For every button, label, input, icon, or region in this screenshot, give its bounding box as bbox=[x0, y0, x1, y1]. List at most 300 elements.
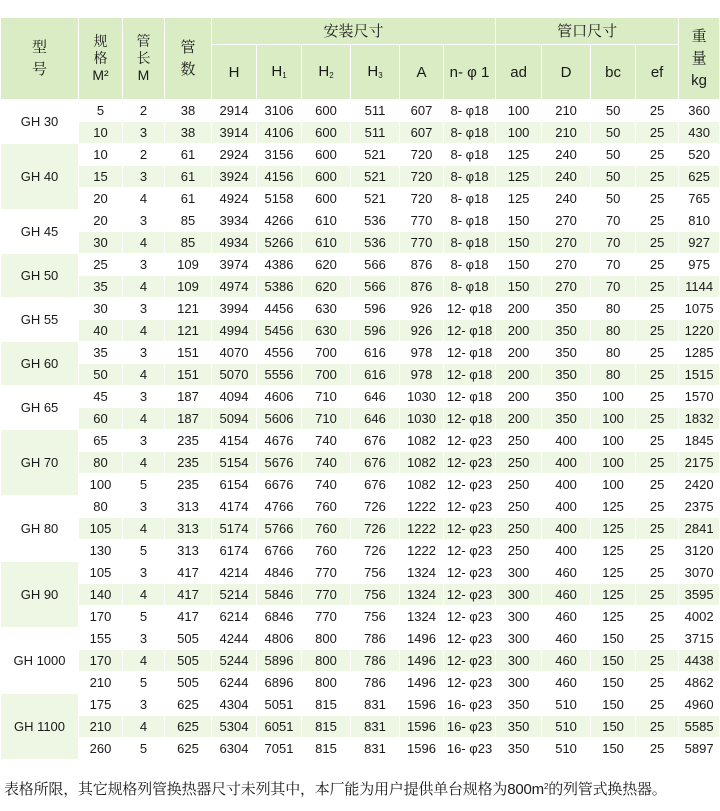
header-tube-length-line2: 长 bbox=[136, 50, 151, 66]
header-tube-length-unit: M bbox=[137, 67, 150, 83]
table-cell: 5266 bbox=[257, 232, 302, 254]
header-tube-length-line1: 管 bbox=[136, 33, 151, 49]
table-cell: 360 bbox=[679, 100, 720, 122]
table-cell: 4960 bbox=[679, 694, 720, 716]
table-cell: 50 bbox=[591, 122, 636, 144]
table-cell: 831 bbox=[351, 694, 400, 716]
table-cell: 876 bbox=[400, 254, 444, 276]
table-cell: 3 bbox=[123, 430, 165, 452]
table-cell: 151 bbox=[165, 342, 212, 364]
table-cell: 5896 bbox=[257, 650, 302, 672]
table-cell: 800 bbox=[302, 650, 351, 672]
header-weight-unit: kg bbox=[691, 71, 708, 89]
subheader-col-2: $H_2$ bbox=[302, 45, 351, 100]
table-cell: 350 bbox=[542, 386, 591, 408]
table-cell: 240 bbox=[542, 188, 591, 210]
table-cell: 250 bbox=[496, 518, 542, 540]
table-cell: 815 bbox=[302, 716, 351, 738]
table-row bbox=[1, 210, 720, 232]
header-spec-line2: 格 bbox=[93, 50, 108, 66]
table-cell: 726 bbox=[351, 540, 400, 562]
table-cell: 810 bbox=[679, 210, 720, 232]
table-row bbox=[1, 496, 720, 518]
table-cell: 520 bbox=[679, 144, 720, 166]
table-cell: 1030 bbox=[400, 408, 444, 430]
table-cell: 150 bbox=[591, 650, 636, 672]
table-cell: 8- φ18 bbox=[444, 166, 496, 188]
table-cell: 25 bbox=[636, 210, 679, 232]
table-cell: 4556 bbox=[257, 342, 302, 364]
table-cell: 150 bbox=[496, 276, 542, 298]
table-cell: 3106 bbox=[257, 100, 302, 122]
table-cell: 760 bbox=[302, 518, 351, 540]
table-cell: 6174 bbox=[212, 540, 257, 562]
table-row bbox=[1, 254, 720, 276]
table-cell: 511 bbox=[351, 100, 400, 122]
table-row bbox=[1, 144, 720, 166]
header-tube-count-line2: 数 bbox=[180, 60, 196, 78]
table-cell: 25 bbox=[636, 122, 679, 144]
table-row bbox=[1, 320, 720, 342]
header-tube-count bbox=[165, 18, 212, 100]
table-cell: 505 bbox=[165, 628, 212, 650]
table-cell: 6051 bbox=[257, 716, 302, 738]
table-cell: 510 bbox=[542, 716, 591, 738]
table-cell: 815 bbox=[302, 694, 351, 716]
table-cell: 300 bbox=[496, 672, 542, 694]
table-cell: 927 bbox=[679, 232, 720, 254]
table-cell: 25 bbox=[636, 496, 679, 518]
table-cell: 80 bbox=[591, 320, 636, 342]
table-cell: 85 bbox=[165, 232, 212, 254]
header-model-line2: 号 bbox=[31, 60, 47, 78]
header-model bbox=[1, 18, 79, 100]
table-cell: 12- φ18 bbox=[444, 386, 496, 408]
table-cell: 786 bbox=[351, 650, 400, 672]
table-cell: 3934 bbox=[212, 210, 257, 232]
table-cell: 12- φ23 bbox=[444, 430, 496, 452]
model-cell: GH 90 bbox=[1, 562, 79, 628]
table-cell: 596 bbox=[351, 320, 400, 342]
table-cell: 430 bbox=[679, 122, 720, 144]
table-row bbox=[1, 716, 720, 738]
table-cell: 6846 bbox=[257, 606, 302, 628]
model-cell: GH 70 bbox=[1, 430, 79, 496]
table-cell: 2924 bbox=[212, 144, 257, 166]
table-cell: 4 bbox=[123, 716, 165, 738]
table-cell: 510 bbox=[542, 738, 591, 760]
table-cell: 175 bbox=[79, 694, 123, 716]
table-cell: 740 bbox=[302, 430, 351, 452]
table-cell: 4 bbox=[123, 408, 165, 430]
table-cell: 70 bbox=[591, 210, 636, 232]
table-cell: 1075 bbox=[679, 298, 720, 320]
table-cell: 61 bbox=[165, 166, 212, 188]
table-cell: 187 bbox=[165, 386, 212, 408]
table-cell: 150 bbox=[591, 628, 636, 650]
table-cell: 765 bbox=[679, 188, 720, 210]
table-cell: 200 bbox=[496, 386, 542, 408]
table-cell: 4934 bbox=[212, 232, 257, 254]
table-cell: 121 bbox=[165, 298, 212, 320]
table-cell: 4156 bbox=[257, 166, 302, 188]
table-cell: 8- φ18 bbox=[444, 210, 496, 232]
table-cell: 16- φ23 bbox=[444, 716, 496, 738]
table-cell: 150 bbox=[591, 694, 636, 716]
table-cell: 12- φ18 bbox=[444, 342, 496, 364]
table-cell: 625 bbox=[165, 716, 212, 738]
table-cell: 235 bbox=[165, 452, 212, 474]
table-cell: 536 bbox=[351, 232, 400, 254]
table-cell: 630 bbox=[302, 298, 351, 320]
table-cell: 270 bbox=[542, 210, 591, 232]
table-row bbox=[1, 738, 720, 760]
model-cell: GH 55 bbox=[1, 298, 79, 342]
table-cell: 20 bbox=[79, 188, 123, 210]
table-cell: 170 bbox=[79, 606, 123, 628]
table-cell: 125 bbox=[496, 166, 542, 188]
header-nozzle-group: 管口尺寸 bbox=[496, 18, 679, 45]
table-cell: 40 bbox=[79, 320, 123, 342]
table-cell: 3 bbox=[123, 386, 165, 408]
table-cell: 756 bbox=[351, 562, 400, 584]
table-cell: 25 bbox=[636, 166, 679, 188]
model-cell: GH 50 bbox=[1, 254, 79, 298]
table-cell: 240 bbox=[542, 144, 591, 166]
table-cell: 4806 bbox=[257, 628, 302, 650]
table-cell: 800 bbox=[302, 672, 351, 694]
table-cell: 2 bbox=[123, 144, 165, 166]
table-cell: 260 bbox=[79, 738, 123, 760]
table-cell: 170 bbox=[79, 650, 123, 672]
table-cell: 8- φ18 bbox=[444, 122, 496, 144]
table-cell: 25 bbox=[636, 298, 679, 320]
table-cell: 4 bbox=[123, 320, 165, 342]
table-cell: 6766 bbox=[257, 540, 302, 562]
table-cell: 607 bbox=[400, 100, 444, 122]
table-cell: 630 bbox=[302, 320, 351, 342]
subheader-col-7: D bbox=[542, 45, 591, 100]
table-row bbox=[1, 100, 720, 122]
table-cell: 200 bbox=[496, 320, 542, 342]
table-cell: 8- φ18 bbox=[444, 100, 496, 122]
table-cell: 250 bbox=[496, 496, 542, 518]
table-cell: 4 bbox=[123, 584, 165, 606]
table-cell: 417 bbox=[165, 606, 212, 628]
table-cell: 3 bbox=[123, 254, 165, 276]
table-row bbox=[1, 540, 720, 562]
table-cell: 125 bbox=[591, 584, 636, 606]
footnote: 表格所限，其它规格列管换热器尺寸未列其中，本厂能为用户提供单台规格为$800m^2$的列管式换热器。 bbox=[4, 781, 667, 798]
table-row bbox=[1, 430, 720, 452]
model-cell: GH 80 bbox=[1, 496, 79, 562]
table-cell: 5 bbox=[123, 738, 165, 760]
table-cell: 50 bbox=[591, 166, 636, 188]
table-cell: 400 bbox=[542, 518, 591, 540]
table-cell: 5 bbox=[123, 474, 165, 496]
table-cell: 200 bbox=[496, 298, 542, 320]
table-cell: 313 bbox=[165, 518, 212, 540]
table-cell: 1570 bbox=[679, 386, 720, 408]
table-cell: 125 bbox=[496, 144, 542, 166]
table-cell: 1285 bbox=[679, 342, 720, 364]
table-cell: 80 bbox=[79, 496, 123, 518]
table-cell: 505 bbox=[165, 650, 212, 672]
table-cell: 20 bbox=[79, 210, 123, 232]
table-cell: 4070 bbox=[212, 342, 257, 364]
table-cell: 5051 bbox=[257, 694, 302, 716]
table-cell: 100 bbox=[591, 386, 636, 408]
header-spec-unit: M² bbox=[92, 67, 109, 83]
table-cell: 400 bbox=[542, 430, 591, 452]
table-cell: 978 bbox=[400, 364, 444, 386]
table-cell: 25 bbox=[636, 254, 679, 276]
superscript-2: 2 bbox=[543, 782, 549, 791]
table-cell: 536 bbox=[351, 210, 400, 232]
table-cell: 417 bbox=[165, 584, 212, 606]
table-cell: 417 bbox=[165, 562, 212, 584]
table-cell: 8- φ18 bbox=[444, 276, 496, 298]
table-row bbox=[1, 650, 720, 672]
table-cell: 25 bbox=[636, 144, 679, 166]
table-cell: 25 bbox=[636, 364, 679, 386]
table-cell: 200 bbox=[496, 364, 542, 386]
table-cell: 155 bbox=[79, 628, 123, 650]
table-cell: 25 bbox=[636, 628, 679, 650]
table-cell: 3070 bbox=[679, 562, 720, 584]
table-cell: 6676 bbox=[257, 474, 302, 496]
table-cell: 2375 bbox=[679, 496, 720, 518]
table-cell: 4994 bbox=[212, 320, 257, 342]
table-cell: 4 bbox=[123, 364, 165, 386]
table-cell: 38 bbox=[165, 122, 212, 144]
table-cell: 65 bbox=[79, 430, 123, 452]
table-cell: 60 bbox=[79, 408, 123, 430]
table-cell: 3 bbox=[123, 166, 165, 188]
table-cell: 150 bbox=[591, 738, 636, 760]
table-cell: 25 bbox=[636, 672, 679, 694]
table-cell: 200 bbox=[496, 408, 542, 430]
table-cell: 25 bbox=[636, 716, 679, 738]
table-cell: 38 bbox=[165, 100, 212, 122]
table-cell: 770 bbox=[400, 210, 444, 232]
table-cell: 25 bbox=[636, 232, 679, 254]
table-cell: 300 bbox=[496, 562, 542, 584]
table-cell: 460 bbox=[542, 606, 591, 628]
table-cell: 25 bbox=[636, 474, 679, 496]
table-cell: 350 bbox=[542, 342, 591, 364]
table-cell: 151 bbox=[165, 364, 212, 386]
table-cell: 3994 bbox=[212, 298, 257, 320]
table-cell: 12- φ18 bbox=[444, 320, 496, 342]
table-cell: 3 bbox=[123, 342, 165, 364]
table-cell: 30 bbox=[79, 298, 123, 320]
table-cell: 6154 bbox=[212, 474, 257, 496]
table-cell: 600 bbox=[302, 122, 351, 144]
table-cell: 5897 bbox=[679, 738, 720, 760]
table-row bbox=[1, 276, 720, 298]
header-tube-length bbox=[123, 18, 165, 100]
subheader-col-9: ef bbox=[636, 45, 679, 100]
table-cell: 109 bbox=[165, 276, 212, 298]
table-cell: 2841 bbox=[679, 518, 720, 540]
table-cell: 646 bbox=[351, 386, 400, 408]
table-cell: 1515 bbox=[679, 364, 720, 386]
table-row bbox=[1, 694, 720, 716]
table-cell: 3914 bbox=[212, 122, 257, 144]
table-cell: 61 bbox=[165, 144, 212, 166]
table-cell: 460 bbox=[542, 650, 591, 672]
table-cell: 511 bbox=[351, 122, 400, 144]
table-cell: 12- φ18 bbox=[444, 298, 496, 320]
table-cell: 5094 bbox=[212, 408, 257, 430]
table-row bbox=[1, 606, 720, 628]
table-row bbox=[1, 386, 720, 408]
table-cell: 12- φ23 bbox=[444, 540, 496, 562]
table-cell: 4266 bbox=[257, 210, 302, 232]
table-row bbox=[1, 584, 720, 606]
table-cell: 270 bbox=[542, 254, 591, 276]
table-cell: 25 bbox=[636, 606, 679, 628]
table-cell: 815 bbox=[302, 738, 351, 760]
table-cell: 770 bbox=[302, 606, 351, 628]
model-cell: GH 40 bbox=[1, 144, 79, 210]
table-cell: 566 bbox=[351, 276, 400, 298]
table-cell: 12- φ23 bbox=[444, 562, 496, 584]
table-cell: 926 bbox=[400, 320, 444, 342]
table-cell: 6304 bbox=[212, 738, 257, 760]
table-cell: 5244 bbox=[212, 650, 257, 672]
table-cell: 4214 bbox=[212, 562, 257, 584]
table-cell: 25 bbox=[636, 100, 679, 122]
table-cell: 4924 bbox=[212, 188, 257, 210]
subheader-col-3: $H_3$ bbox=[351, 45, 400, 100]
table-cell: 4 bbox=[123, 188, 165, 210]
table-row bbox=[1, 342, 720, 364]
table-cell: 4106 bbox=[257, 122, 302, 144]
table-cell: 300 bbox=[496, 606, 542, 628]
table-cell: 12- φ23 bbox=[444, 496, 496, 518]
table-cell: 770 bbox=[400, 232, 444, 254]
table-cell: 1324 bbox=[400, 606, 444, 628]
table-cell: 30 bbox=[79, 232, 123, 254]
table-cell: 140 bbox=[79, 584, 123, 606]
table-row bbox=[1, 166, 720, 188]
table-cell: 100 bbox=[496, 100, 542, 122]
table-cell: 25 bbox=[636, 452, 679, 474]
table-cell: 8- φ18 bbox=[444, 254, 496, 276]
table-cell: 3 bbox=[123, 298, 165, 320]
table-cell: 1832 bbox=[679, 408, 720, 430]
table-cell: 726 bbox=[351, 496, 400, 518]
table-cell: 25 bbox=[636, 276, 679, 298]
table-cell: 25 bbox=[636, 342, 679, 364]
table-row bbox=[1, 452, 720, 474]
table-cell: 978 bbox=[400, 342, 444, 364]
table-cell: 25 bbox=[636, 408, 679, 430]
table-cell: 800 bbox=[302, 628, 351, 650]
subheader-col-0: H bbox=[212, 45, 257, 100]
table-cell: 625 bbox=[165, 694, 212, 716]
table-cell: 50 bbox=[591, 144, 636, 166]
table-cell: 4154 bbox=[212, 430, 257, 452]
table-cell: 12- φ23 bbox=[444, 474, 496, 496]
table-cell: 10 bbox=[79, 122, 123, 144]
table-cell: 700 bbox=[302, 342, 351, 364]
table-cell: 80 bbox=[79, 452, 123, 474]
table-cell: 600 bbox=[302, 166, 351, 188]
table-cell: 210 bbox=[542, 122, 591, 144]
table-cell: 876 bbox=[400, 276, 444, 298]
table-cell: 620 bbox=[302, 276, 351, 298]
table-cell: 4 bbox=[123, 452, 165, 474]
table-cell: 12- φ23 bbox=[444, 452, 496, 474]
table-cell: 187 bbox=[165, 408, 212, 430]
table-cell: 16- φ23 bbox=[444, 738, 496, 760]
table-cell: 7051 bbox=[257, 738, 302, 760]
table-cell: 100 bbox=[591, 408, 636, 430]
table-cell: 100 bbox=[496, 122, 542, 144]
table-cell: 4676 bbox=[257, 430, 302, 452]
table-cell: 300 bbox=[496, 628, 542, 650]
table-cell: 1082 bbox=[400, 430, 444, 452]
table-cell: 676 bbox=[351, 452, 400, 474]
spec-table bbox=[0, 17, 720, 760]
table-cell: 760 bbox=[302, 540, 351, 562]
table-cell: 831 bbox=[351, 716, 400, 738]
table-cell: 4002 bbox=[679, 606, 720, 628]
table-cell: 1222 bbox=[400, 540, 444, 562]
table-cell: 676 bbox=[351, 474, 400, 496]
table-row bbox=[1, 628, 720, 650]
table-cell: 5070 bbox=[212, 364, 257, 386]
table-cell: 12- φ23 bbox=[444, 606, 496, 628]
header-spec bbox=[79, 18, 123, 100]
table-cell: 4846 bbox=[257, 562, 302, 584]
model-cell: GH 1100 bbox=[1, 694, 79, 760]
table-cell: 720 bbox=[400, 166, 444, 188]
table-cell: 300 bbox=[496, 650, 542, 672]
table-body bbox=[1, 100, 720, 760]
table-cell: 1222 bbox=[400, 518, 444, 540]
table-cell: 130 bbox=[79, 540, 123, 562]
table-cell: 25 bbox=[636, 694, 679, 716]
table-row bbox=[1, 122, 720, 144]
table-cell: 85 bbox=[165, 210, 212, 232]
table-cell: 3 bbox=[123, 122, 165, 144]
table-cell: 5174 bbox=[212, 518, 257, 540]
table-cell: 510 bbox=[542, 694, 591, 716]
table-cell: 521 bbox=[351, 144, 400, 166]
table-cell: 25 bbox=[636, 540, 679, 562]
table-cell: 350 bbox=[496, 738, 542, 760]
table-cell: 350 bbox=[542, 364, 591, 386]
table-cell: 313 bbox=[165, 540, 212, 562]
table-cell: 300 bbox=[496, 584, 542, 606]
table-cell: 35 bbox=[79, 276, 123, 298]
table-cell: 4244 bbox=[212, 628, 257, 650]
table-cell: 2 bbox=[123, 100, 165, 122]
table-cell: 1496 bbox=[400, 672, 444, 694]
table-cell: 100 bbox=[591, 430, 636, 452]
table-cell: 625 bbox=[165, 738, 212, 760]
table-cell: 12- φ18 bbox=[444, 364, 496, 386]
table-cell: 250 bbox=[496, 452, 542, 474]
table-cell: 1845 bbox=[679, 430, 720, 452]
table-cell: 400 bbox=[542, 474, 591, 496]
table-cell: 270 bbox=[542, 276, 591, 298]
table-cell: 15 bbox=[79, 166, 123, 188]
